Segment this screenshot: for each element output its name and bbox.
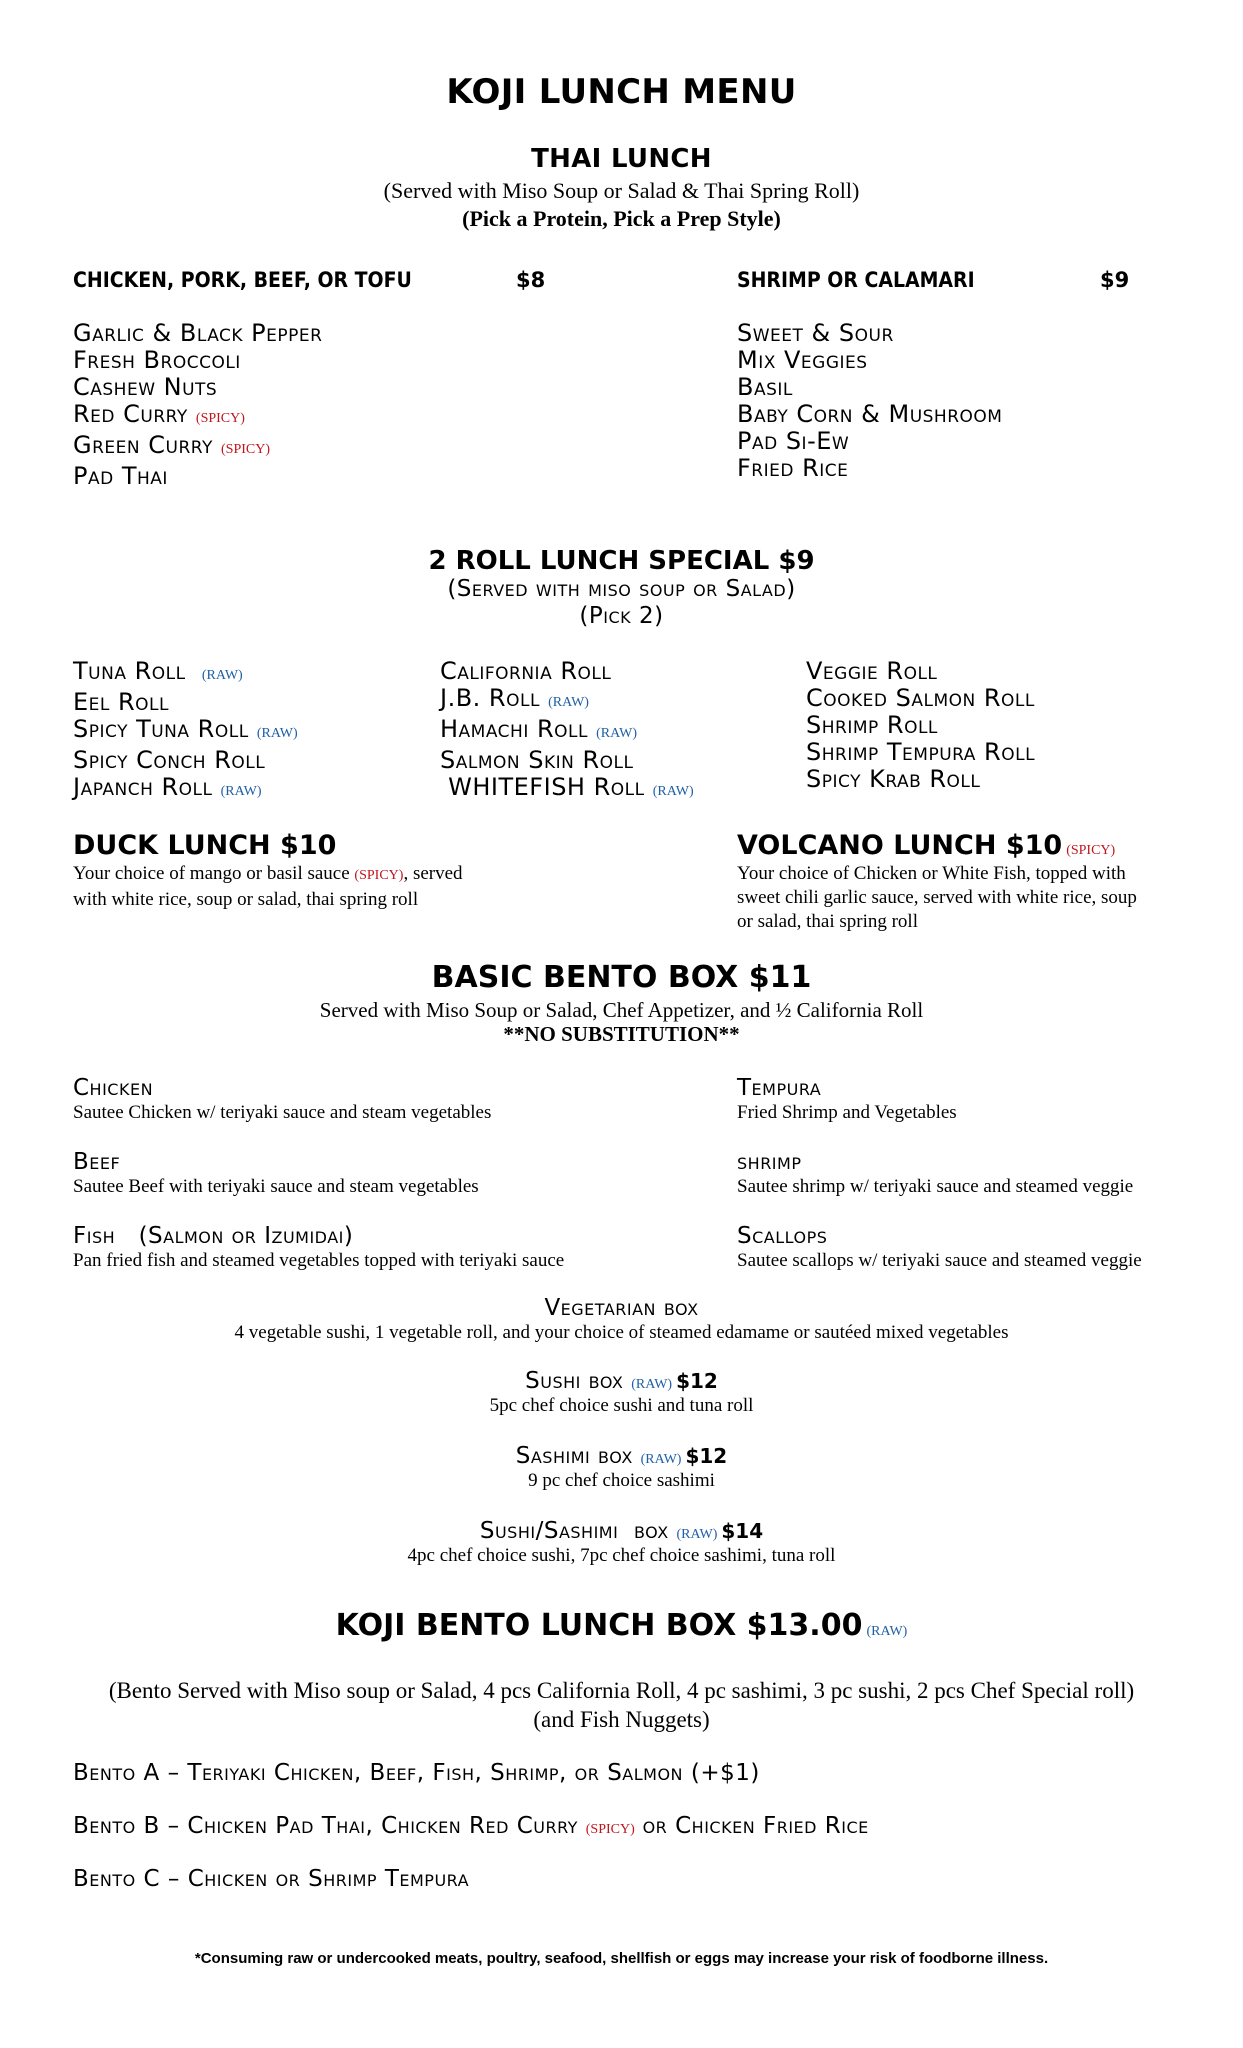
menu-title: KOJI LUNCH MENU xyxy=(446,72,797,112)
basic-bento-left xyxy=(73,1075,564,1273)
list-item: Eel Roll xyxy=(73,688,170,716)
menu-item: Scallops Sautee scallops w/ teriyaki sauce and steamed veggie xyxy=(737,1223,1142,1271)
duck-heading: DUCK LUNCH $10 xyxy=(73,830,337,861)
roll-col-3 xyxy=(806,658,1035,793)
price: $12 xyxy=(676,1369,718,1393)
basic-bento-note: **NO SUBSTITUTION** xyxy=(503,1022,740,1046)
list-item: Spicy Krab Roll xyxy=(806,765,981,793)
sushi-box: Sushi box (RAW) $12 5pc chef choice sushi and tuna roll xyxy=(489,1368,754,1416)
volcano-description: Your choice of Chicken or White Fish, topped with sweet chili garlic sauce, served with white rice, soup or salad, thai spring roll xyxy=(737,863,1137,932)
list-item: Basil xyxy=(737,373,793,401)
roll-special-served: (Served with miso soup or Salad) xyxy=(447,576,796,602)
list-item: Spicy Tuna Roll (RAW) xyxy=(73,715,298,743)
list-item: Fried Rice xyxy=(737,454,849,482)
thai-heading: THAI LUNCH xyxy=(531,144,712,174)
list-item: Sweet & Sour xyxy=(737,319,894,347)
sushi-sashimi-box: Sushi/Sashimi box (RAW) $14 4pc chef choice sushi, 7pc chef choice sashimi, tuna roll xyxy=(407,1518,836,1566)
menu-item: Chicken Sautee Chicken w/ teriyaki sauce and steam vegetables xyxy=(73,1075,492,1123)
list-item: Pad Thai xyxy=(73,462,168,490)
list-item: Baby Corn & Mushroom xyxy=(737,400,1003,428)
list-item: Japanch Roll (RAW) xyxy=(73,773,262,801)
list-item: Tuna Roll (RAW) xyxy=(73,657,243,685)
bento-a: Bento A – Teriyaki Chicken, Beef, Fish, Shrimp, or Salmon (+$1) xyxy=(73,1760,760,1786)
raw-tag: (RAW) xyxy=(640,1452,682,1467)
duck-description: Your choice of mango or basil sauce (SPICY), served with white rice, soup or salad, thai spring roll xyxy=(73,863,463,910)
volcano-heading: VOLCANO LUNCH $10 (SPICY) xyxy=(737,830,1116,861)
list-item: Red Curry (SPICY) xyxy=(73,400,245,428)
sashimi-box: Sashimi box (RAW) $12 9 pc chef choice sashimi xyxy=(515,1443,728,1491)
list-item: Green Curry (SPICY) xyxy=(73,431,271,459)
raw-tag: (RAW) xyxy=(866,1624,908,1639)
menu-item: Beef Sautee Beef with teriyaki sauce and steam vegetables xyxy=(73,1149,479,1197)
list-item: Shrimp Roll xyxy=(806,711,938,739)
price: $14 xyxy=(721,1519,764,1543)
list-item: Shrimp Tempura Roll xyxy=(806,738,1036,766)
vegetarian-box: Vegetarian box 4 vegetable sushi, 1 vegetable roll, and your choice of steamed edamame or sautéed mixed vegetables xyxy=(234,1295,1009,1343)
thai-left-price: $8 xyxy=(516,268,546,292)
bento-c: Bento C – Chicken or Shrimp Tempura xyxy=(73,1866,470,1892)
raw-tag: (RAW) xyxy=(220,784,262,799)
koji-bento-served: (Bento Served with Miso soup or Salad, 4 pcs California Roll, 4 pc sashimi, 3 pc sushi, 2 pcs Chef Special roll) (and Fish Nuggets) xyxy=(108,1678,1135,1732)
raw-tag: (RAW) xyxy=(596,726,637,741)
list-item: Spicy Conch Roll xyxy=(73,746,266,774)
roll-special-pick: (Pick 2) xyxy=(579,603,664,629)
raw-tag: (RAW) xyxy=(676,1527,718,1542)
raw-tag: (RAW) xyxy=(201,668,243,683)
bento-b: Bento B – Chicken Pad Thai, Chicken Red Curry (SPICY) or Chicken Fried Rice xyxy=(73,1813,869,1839)
thai-right-price: $9 xyxy=(1100,268,1130,292)
menu-item: Fish (Salmon or Izumidai) Pan fried fish and steamed vegetables topped with teriyaki sauce xyxy=(73,1223,565,1271)
footnote: *Consuming raw or undercooked meats, poultry, seafood, shellfish or eggs may increase your risk of foodborne illness. xyxy=(194,1950,1049,1967)
raw-tag: (RAW) xyxy=(548,695,589,710)
thai-pick: (Pick a Protein, Pick a Prep Style) xyxy=(462,206,781,231)
roll-special-heading: 2 ROLL LUNCH SPECIAL $9 xyxy=(428,546,815,576)
basic-bento-right xyxy=(737,1075,1142,1273)
list-item: Hamachi Roll (RAW) xyxy=(440,715,637,743)
menu-item: shrimp Sautee shrimp w/ teriyaki sauce and steamed veggie xyxy=(737,1149,1134,1197)
list-item: Cooked Salmon Roll xyxy=(806,684,1035,712)
price: $12 xyxy=(685,1444,728,1468)
raw-tag: (RAW) xyxy=(256,726,298,741)
basic-bento-served: Served with Miso Soup or Salad, Chef Appetizer, and ½ California Roll xyxy=(319,998,924,1022)
list-item: Veggie Roll xyxy=(806,657,938,685)
thai-right-header: SHRIMP OR CALAMARI xyxy=(737,268,975,292)
spicy-tag: (SPICY) xyxy=(195,411,245,426)
thai-right-list xyxy=(737,320,1002,482)
spicy-tag: (SPICY) xyxy=(1066,843,1116,858)
spicy-tag: (SPICY) xyxy=(585,1822,635,1837)
thai-left-list xyxy=(73,320,322,490)
raw-tag: (RAW) xyxy=(631,1377,673,1392)
list-item: WHITEFISH Roll (RAW) xyxy=(440,773,694,801)
list-item: Pad Si-Ew xyxy=(737,427,850,455)
list-item: Garlic & Black Pepper xyxy=(73,319,323,347)
basic-bento-heading: BASIC BENTO BOX $11 xyxy=(431,960,812,995)
roll-col-2 xyxy=(440,658,694,805)
list-item: Salmon Skin Roll xyxy=(440,746,634,774)
spicy-tag: (SPICY) xyxy=(354,868,404,883)
koji-bento-heading: KOJI BENTO LUNCH BOX $13.00 (RAW) xyxy=(335,1608,908,1643)
spicy-tag: (SPICY) xyxy=(221,442,271,457)
menu-item: Tempura Fried Shrimp and Vegetables xyxy=(737,1075,957,1123)
roll-col-1 xyxy=(73,658,298,805)
list-item: Fresh Broccoli xyxy=(73,346,241,374)
list-item: Mix Veggies xyxy=(737,346,868,374)
list-item: J.B. Roll (RAW) xyxy=(440,684,589,712)
thai-left-header: CHICKEN, PORK, BEEF, OR TOFU xyxy=(73,268,412,292)
list-item: Cashew Nuts xyxy=(73,373,218,401)
thai-served: (Served with Miso Soup or Salad & Thai Spring Roll) xyxy=(383,178,860,203)
raw-tag: (RAW) xyxy=(652,784,694,799)
list-item: California Roll xyxy=(440,657,612,685)
